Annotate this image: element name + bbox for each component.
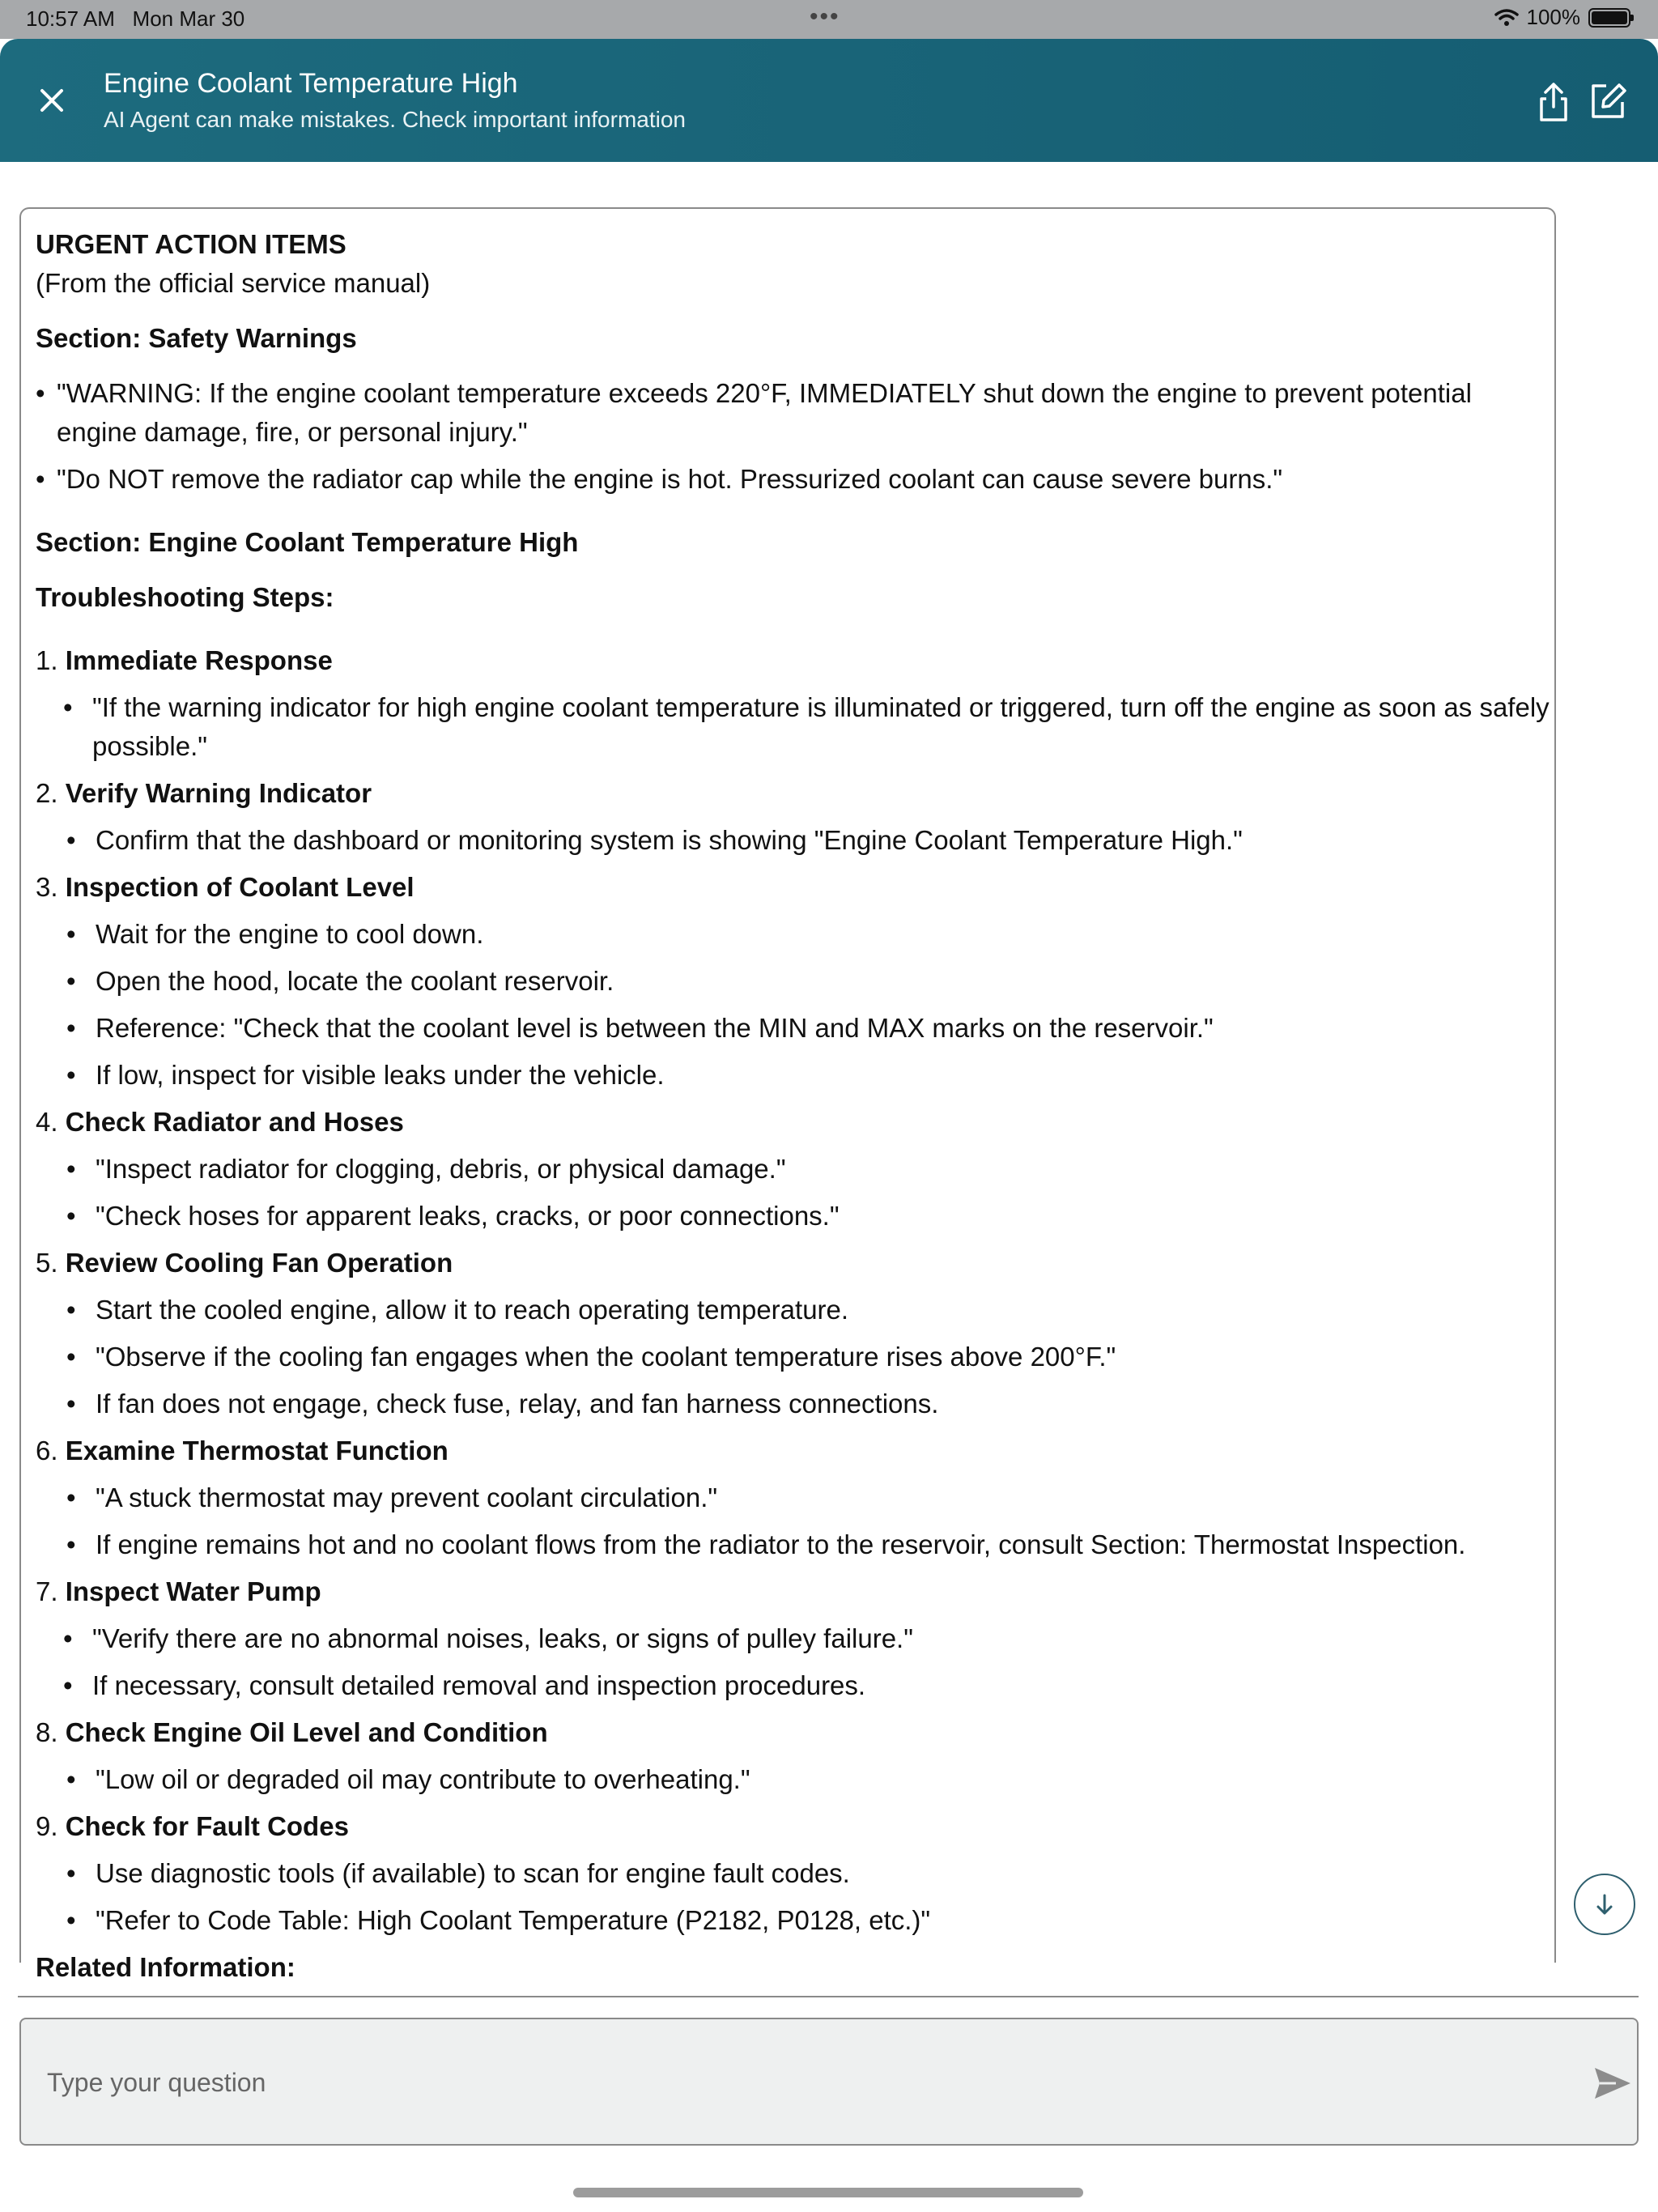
step-5: 5. Review Cooling Fan Operation	[36, 1248, 453, 1278]
troubleshooting-heading: Troubleshooting Steps:	[36, 582, 334, 612]
step-1: 1. Immediate Response	[36, 645, 333, 675]
status-time: 10:57 AM Mon Mar 30	[26, 6, 245, 31]
step-item: • If low, inspect for visible leaks under the vehicle.	[66, 1056, 1550, 1095]
step-item: • If fan does not engage, check fuse, relay, and fan harness connections.	[66, 1385, 1550, 1423]
step-item: • Start the cooled engine, allow it to reach operating temperature.	[66, 1291, 1550, 1329]
question-composer	[19, 2018, 1639, 2146]
step-item: • If necessary, consult detailed removal and inspection procedures.	[63, 1666, 1550, 1705]
step-item: • "Low oil or degraded oil may contribute to overheating."	[66, 1760, 1550, 1799]
share-icon[interactable]	[1533, 81, 1574, 125]
multitasking-dots-icon[interactable]: •••	[810, 3, 840, 30]
step-item: • "A stuck thermostat may prevent coolant circulation."	[66, 1478, 1550, 1517]
disclaimer-text: AI Agent can make mistakes. Check important information	[104, 107, 686, 132]
status-bar	[0, 0, 1658, 39]
step-item: • Use diagnostic tools (if available) to scan for engine fault codes.	[66, 1854, 1550, 1893]
status-indicators	[1494, 5, 1631, 30]
battery-percent: 100%	[1526, 5, 1580, 29]
close-icon[interactable]	[31, 79, 73, 121]
step-item: • Open the hood, locate the coolant reservoir.	[66, 962, 1550, 1001]
step-3: 3. Inspection of Coolant Level	[36, 872, 414, 902]
home-indicator[interactable]	[573, 2188, 1083, 2197]
chat-header	[0, 39, 1658, 162]
page-title: Engine Coolant Temperature High	[104, 68, 518, 99]
question-input[interactable]	[45, 2061, 1554, 2104]
step-item: • If engine remains hot and no coolant flows from the radiator to the reservoir, consult Section: Thermostat Inspection.	[66, 1525, 1550, 1564]
section-safety-warnings: Section: Safety Warnings	[36, 323, 357, 353]
response-heading: URGENT ACTION ITEMS	[36, 229, 346, 259]
step-item: • "If the warning indicator for high engine coolant temperature is illuminated or triggered, turn off the engine as soon as safely possible."	[63, 688, 1550, 766]
send-icon[interactable]	[1592, 2063, 1634, 2104]
step-4: 4. Check Radiator and Hoses	[36, 1107, 404, 1137]
composer-divider	[18, 1996, 1639, 1997]
step-item: • Wait for the engine to cool down.	[66, 915, 1550, 954]
step-item: • Confirm that the dashboard or monitoring system is showing "Engine Coolant Temperature High."	[66, 821, 1550, 860]
step-2: 2. Verify Warning Indicator	[36, 778, 372, 808]
wifi-icon	[1494, 8, 1519, 28]
related-information-heading: Related Information:	[36, 1952, 295, 1982]
step-item: • "Observe if the cooling fan engages when the coolant temperature rises above 200°F."	[66, 1338, 1550, 1376]
step-item: • "Check hoses for apparent leaks, cracks, or poor connections."	[66, 1197, 1550, 1236]
section-ect-high: Section: Engine Coolant Temperature High	[36, 527, 579, 557]
step-item: • "Refer to Code Table: High Coolant Temperature (P2182, P0128, etc.)"	[66, 1901, 1550, 1940]
step-7: 7. Inspect Water Pump	[36, 1576, 321, 1606]
step-item: • Reference: "Check that the coolant level is between the MIN and MAX marks on the reservoir."	[66, 1009, 1550, 1048]
safety-warning-item: • "Do NOT remove the radiator cap while the engine is hot. Pressurized coolant can cause severe burns."	[36, 460, 1550, 499]
safety-warning-item: • "WARNING: If the engine coolant temperature exceeds 220°F, IMMEDIATELY shut down the engine to prevent potential engine damage, fire, or personal injury."	[36, 374, 1550, 452]
step-item: • "Verify there are no abnormal noises, leaks, or signs of pulley failure."	[63, 1619, 1550, 1658]
source-note: (From the official service manual)	[36, 268, 431, 298]
step-6: 6. Examine Thermostat Function	[36, 1436, 449, 1465]
new-chat-icon[interactable]	[1587, 81, 1627, 121]
step-item: • "Inspect radiator for clogging, debris, or physical damage."	[66, 1150, 1550, 1189]
step-9: 9. Check for Fault Codes	[36, 1811, 349, 1841]
arrow-down-icon	[1575, 1875, 1634, 1933]
step-8: 8. Check Engine Oil Level and Condition	[36, 1717, 548, 1747]
battery-icon	[1588, 8, 1630, 28]
response-content	[36, 225, 1550, 1987]
agent-response-card	[19, 207, 1556, 1982]
scroll-to-bottom-button[interactable]	[1574, 1874, 1635, 1935]
